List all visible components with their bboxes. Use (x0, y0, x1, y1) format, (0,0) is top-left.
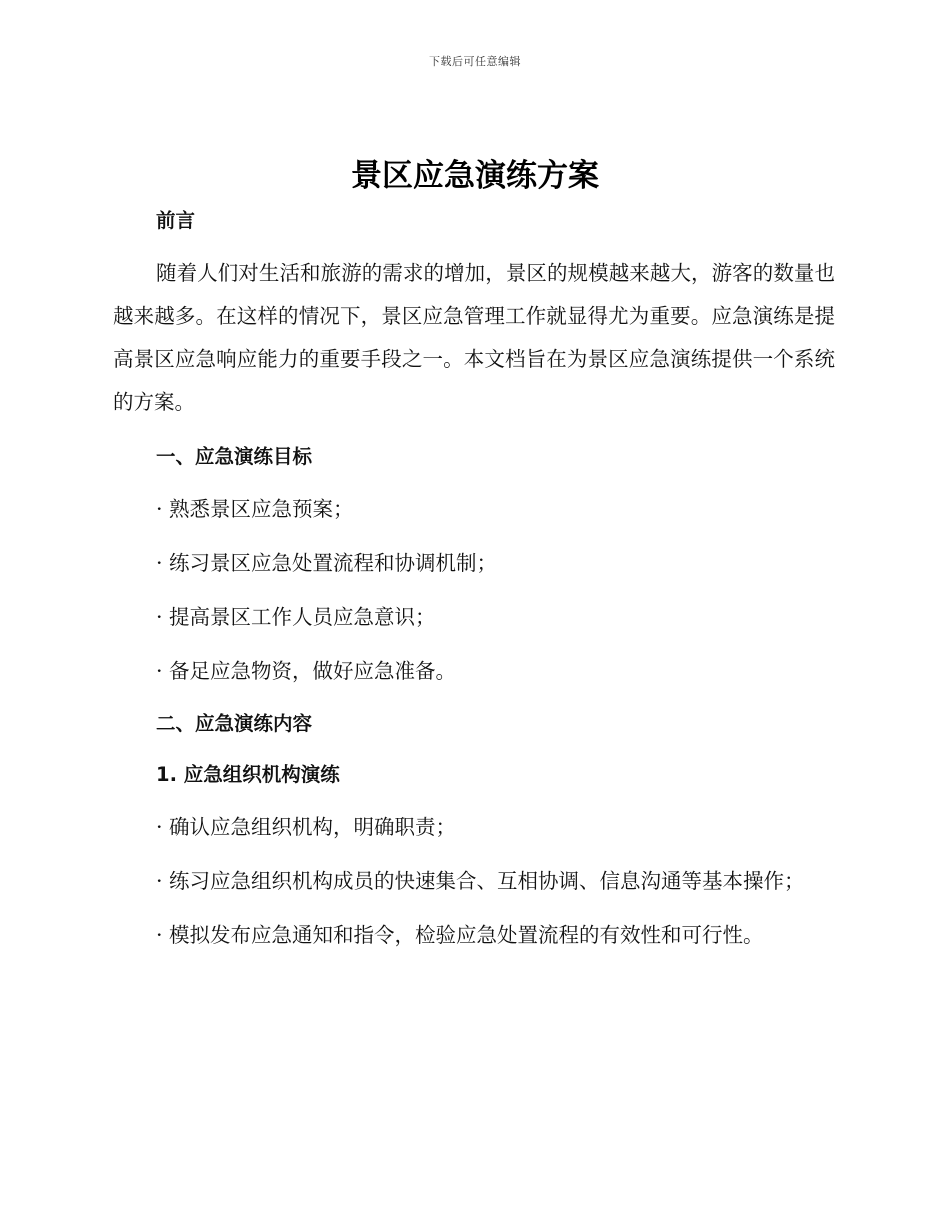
section1-item: · 练习景区应急处置流程和协调机制； (156, 551, 498, 575)
subsection1-item: · 模拟发布应急通知和指令，检验应急处置流程的有效性和可行性。 (156, 923, 764, 947)
section2-heading: 二、应急演练内容 (156, 712, 313, 735)
section1-item: · 熟悉景区应急预案； (156, 497, 354, 521)
subsection1-item: · 练习应急组织机构成员的快速集合、互相协调、信息沟通等基本操作； (156, 869, 805, 893)
preface-paragraph: 随着人们对生活和旅游的需求的增加，景区的规模越来越大，游客的数量也越来越多。在这样的情况下，景区应急管理工作就显得尤为重要。应急演练是提高景区应急响应能力的重要手段之一。本文档旨在为景区应急演练提供一个系统的方案。 (113, 261, 835, 414)
header-note: 下载后可任意编辑 (429, 55, 521, 68)
subsection1-item: · 确认应急组织机构，明确职责； (156, 815, 457, 839)
document-title: 景区应急演练方案 (351, 158, 599, 194)
document-body (113, 201, 835, 957)
section1-item: · 备足应急物资，做好应急准备。 (156, 659, 457, 683)
section1-item: · 提高景区工作人员应急意识； (156, 605, 436, 629)
subsection1-heading: 1. 应急组织机构演练 (156, 763, 340, 786)
section1-heading: 一、应急演练目标 (156, 445, 313, 468)
preface-heading: 前言 (156, 209, 196, 232)
